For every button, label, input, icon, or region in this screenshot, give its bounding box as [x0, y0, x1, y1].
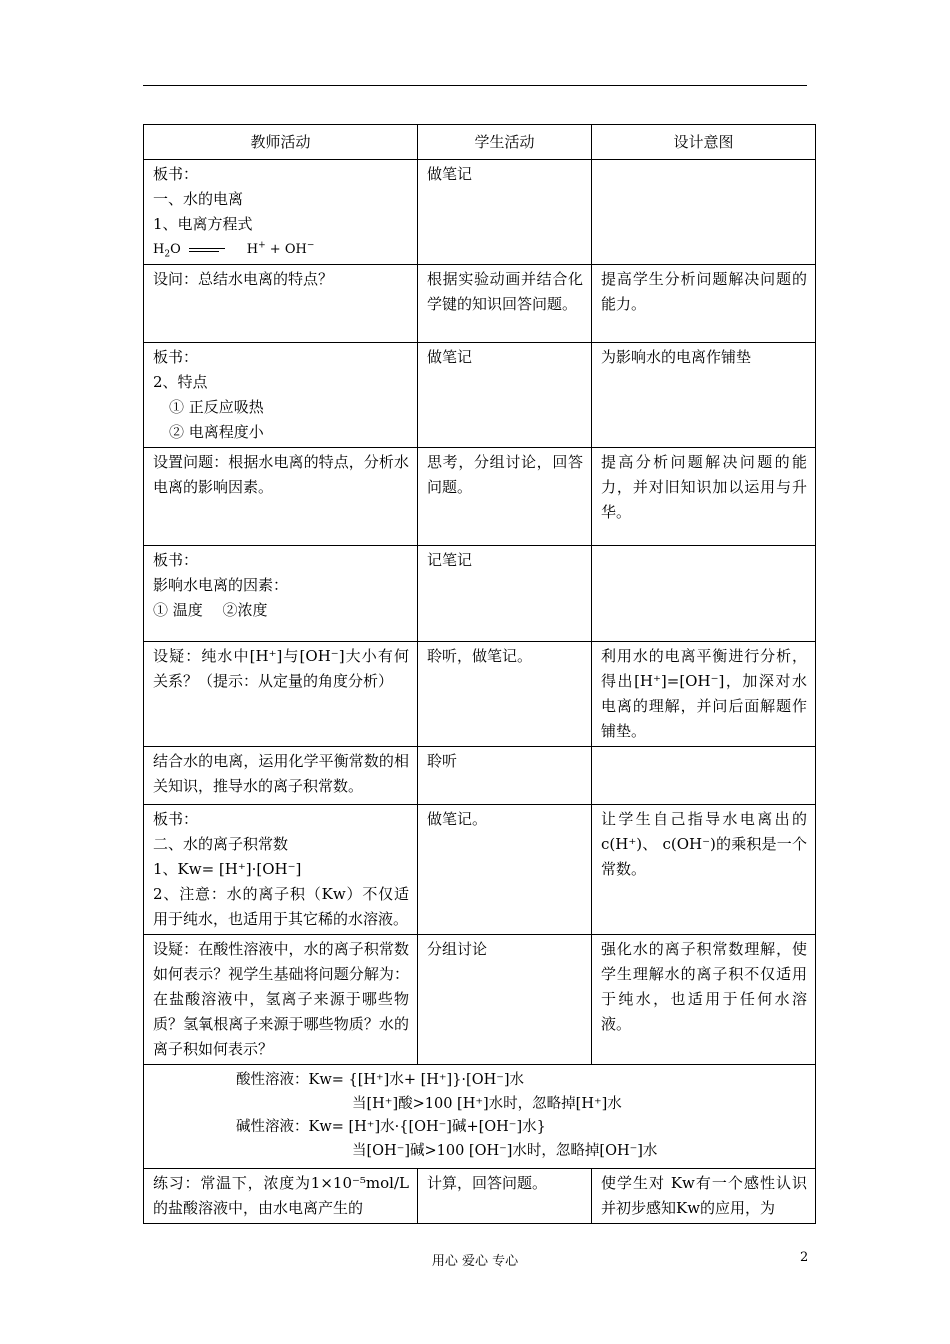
table-row	[144, 265, 816, 343]
table-row	[144, 805, 816, 935]
cell-text: 提高学生分析问题解决问题的能力。	[601, 270, 807, 313]
teacher-cell	[144, 935, 418, 1065]
intent-cell	[592, 642, 816, 747]
teacher-cell	[144, 546, 418, 642]
cell-line: ① 温度 ②浓度	[153, 601, 268, 619]
table-row	[144, 448, 816, 546]
cell-line: 1、Kw= [H⁺]·[OH⁻]	[153, 860, 302, 878]
teacher-cell	[144, 1169, 418, 1224]
student-cell	[418, 265, 592, 343]
table-header-row	[144, 125, 816, 160]
equation-superscript: −	[306, 240, 315, 251]
student-cell	[418, 747, 592, 805]
teacher-cell	[144, 448, 418, 546]
cell-text: 强化水的离子积常数理解，使学生理解水的离子积不仅适用于纯水，也适用于任何水溶液。	[601, 940, 807, 1033]
teacher-cell	[144, 265, 418, 343]
student-cell	[418, 935, 592, 1065]
intent-cell	[592, 160, 816, 265]
intent-cell	[592, 1169, 816, 1224]
equation-superscript: +	[258, 240, 266, 251]
cell-line: ② 电离程度小	[169, 423, 264, 441]
table-row	[144, 747, 816, 805]
formula-line: 酸性溶液：Kw= {[H⁺]水+ [H⁺]}·[OH⁻]水	[236, 1072, 525, 1088]
student-cell	[418, 448, 592, 546]
page-number: 2	[800, 1250, 809, 1265]
cell-text: 计算，回答问题。	[427, 1174, 548, 1192]
equation-text: H	[246, 242, 259, 257]
table-row	[144, 160, 816, 265]
cell-text: 根据实验动画并结合化学键的知识回答问题。	[427, 270, 583, 313]
header-teacher-activity: 教师活动	[144, 125, 418, 160]
table-row	[144, 546, 816, 642]
cell-line: 影响水电离的因素：	[153, 576, 289, 594]
teacher-cell	[144, 642, 418, 747]
cell-text: 利用水的电离平衡进行分析，得出[H⁺]=[OH⁻]，加深对水电离的理解，并问后面解题作铺垫。	[601, 647, 807, 740]
header-rule	[143, 85, 807, 86]
formula-line: 当[H⁺]酸>100 [H⁺]水时，忽略掉[H⁺]水	[352, 1095, 622, 1112]
student-cell	[418, 805, 592, 935]
cell-line: 板书：	[153, 165, 199, 183]
cell-line: 2、特点	[153, 373, 208, 391]
cell-line: 板书：	[153, 348, 199, 366]
formula-line: 碱性溶液：Kw= [H⁺]水·{[OH⁻]碱+[OH⁻]水}	[236, 1119, 546, 1135]
cell-line: 1、电离方程式	[153, 215, 253, 233]
cell-text: 分组讨论	[427, 940, 488, 958]
cell-text: 练习：常温下，浓度为1×10⁻⁵mol/L的盐酸溶液中，由水电离产生的	[153, 1174, 409, 1217]
cell-text: 让学生自己指导水电离出的c(H⁺)、 c(OH⁻)的乘积是一个常数。	[601, 810, 807, 878]
student-cell	[418, 160, 592, 265]
cell-line: 记笔记	[427, 551, 473, 569]
intent-cell	[592, 805, 816, 935]
cell-text: 使学生对 Kw有一个感性认识并初步感知Kw的应用，为	[601, 1174, 807, 1217]
equation-text: +	[265, 242, 285, 257]
cell-text: 提高分析问题解决问题的能力，并对旧知识加以运用与升华。	[601, 453, 807, 521]
student-cell	[418, 343, 592, 448]
cell-text: 结合水的电离，运用化学平衡常数的相关知识，推导水的离子积常数。	[153, 752, 409, 795]
header-design-intent: 设计意图	[592, 125, 816, 160]
teacher-cell	[144, 160, 418, 265]
cell-text: 聆听	[427, 752, 458, 770]
table-row	[144, 343, 816, 448]
cell-line: 一、水的电离	[153, 190, 244, 208]
cell-text: 思考，分组讨论，回答问题。	[427, 453, 583, 496]
cell-line: ① 正反应吸热	[169, 398, 264, 416]
cell-text: 聆听，做笔记。	[427, 647, 533, 665]
intent-cell	[592, 747, 816, 805]
table-row	[144, 1065, 816, 1169]
cell-line: 做笔记	[427, 165, 473, 183]
cell-text: 2、注意：水的离子积（Kw）不仅适用于纯水，也适用于其它稀的水溶液。	[153, 885, 409, 928]
cell-line: 为影响水的电离作铺垫	[601, 348, 752, 366]
lesson-plan-table	[143, 124, 816, 1224]
student-cell	[418, 1169, 592, 1224]
intent-cell	[592, 343, 816, 448]
cell-line: 板书：	[153, 551, 199, 569]
table-row	[144, 935, 816, 1065]
cell-text: 设疑：纯水中[H⁺]与[OH⁻]大小有何关系？（提示：从定量的角度分析）	[153, 647, 409, 690]
cell-line: 板书：	[153, 810, 199, 828]
ionization-equation	[153, 237, 409, 262]
teacher-cell	[144, 805, 418, 935]
table-row	[144, 642, 816, 747]
student-cell	[418, 546, 592, 642]
cell-line: 二、水的离子积常数	[153, 835, 289, 853]
teacher-cell	[144, 747, 418, 805]
equation-text: OH	[284, 242, 307, 257]
equation-text: H	[153, 242, 165, 257]
merged-formula-cell	[144, 1065, 816, 1169]
teacher-cell	[144, 343, 418, 448]
equation-text: O	[170, 242, 181, 257]
reversible-arrow-icon	[189, 247, 225, 253]
cell-text: 设置问题：根据水电离的特点，分析水电离的影响因素。	[153, 453, 409, 496]
intent-cell	[592, 935, 816, 1065]
header-student-activity: 学生活动	[418, 125, 592, 160]
intent-cell	[592, 546, 816, 642]
student-cell	[418, 642, 592, 747]
table-row	[144, 1169, 816, 1224]
intent-cell	[592, 448, 816, 546]
cell-text: 设疑：在酸性溶液中，水的离子积常数如何表示？视学生基础将问题分解为：在盐酸溶液中，氢离子来源于哪些物质？氢氧根离子来源于哪些物质？水的离子积如何表示？	[153, 940, 409, 1058]
cell-text: 设问：总结水电离的特点？	[153, 270, 334, 288]
intent-cell	[592, 265, 816, 343]
cell-line: 做笔记	[427, 348, 473, 366]
cell-line: 做笔记。	[427, 810, 488, 828]
page-footer: 用心 爱心 专心	[431, 1254, 519, 1269]
equation-subscript: 2	[164, 249, 171, 260]
formula-line: 当[OH⁻]碱>100 [OH⁻]水时，忽略掉[OH⁻]水	[352, 1142, 658, 1159]
